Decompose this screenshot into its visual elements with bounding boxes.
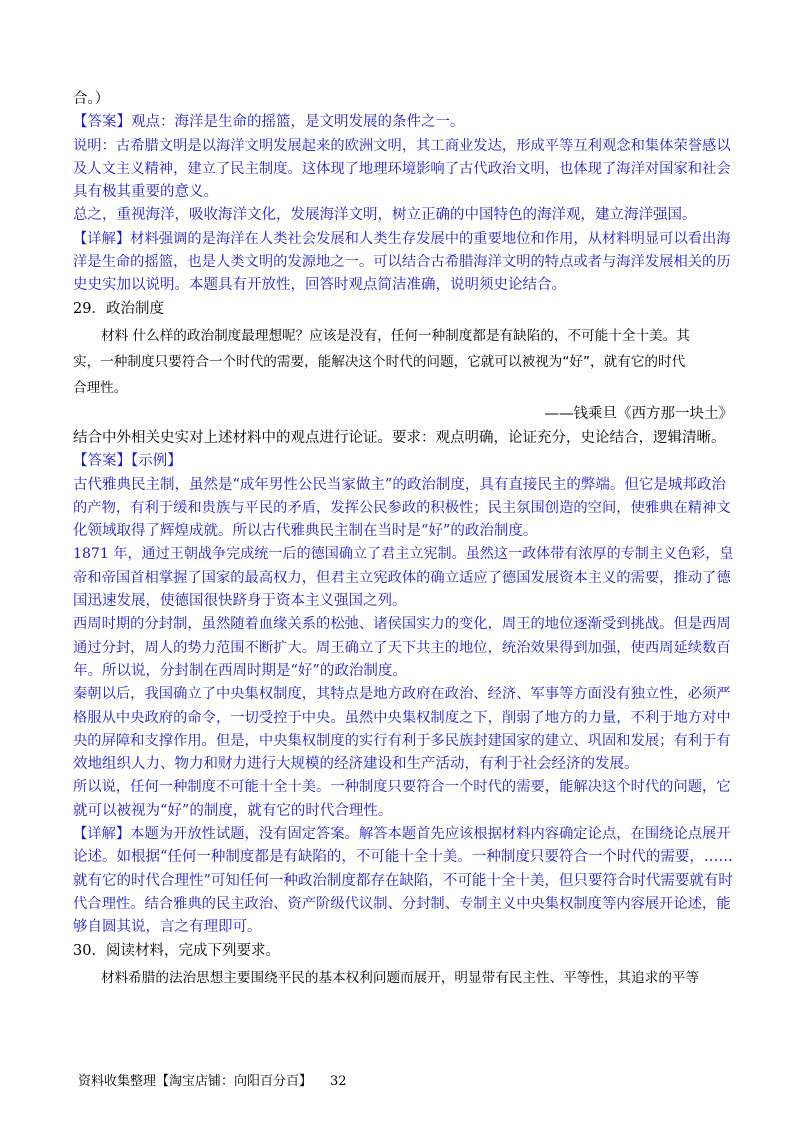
answer-line: 就可以被视为“好”的制度，就有它的时代合理性。	[73, 802, 393, 819]
answer-line: 的产物，有利于缓和贵族与平民的矛盾，发挥公民参政的积极性；民主氛围创造的空间，使雅典在精神文	[73, 499, 731, 516]
answer-line: 秦朝以后，我国确立了中央集权制度，其特点是地方政府在政治、经济、军事等方面没有独立性，必须严	[73, 686, 731, 703]
material-line: 实，一种制度只要符合一个时代的需要，能解决这个时代的问题，它就可以被视为“好”，就有它的时代	[73, 353, 686, 370]
explanation-line: 【详解】材料强调的是海洋在人类社会发展和人类生存发展中的重要地位和作用，从材料明显可以看出海	[73, 230, 731, 247]
question-title: 30．阅读材料，完成下列要求。	[73, 942, 280, 959]
question-title: 29．政治制度	[73, 300, 164, 317]
answer-line: 1871 年，通过王朝战争完成统一后的德国确立了君主立宪制。虽然这一政体带有浓厚的专制主义色彩，皇	[73, 546, 734, 563]
explanation-line: 代合理性。结合雅典的民主政治、资产阶级代议制、分封制、专制主义中央集权制度等内容展开论述，能	[73, 895, 731, 912]
explanation-line: 史史实加以说明。本题具有开放性，回答时观点简洁准确，说明须史论结合。	[73, 277, 566, 294]
material-line: 材料希腊的法治思想主要围绕平民的基本权利问题而展开，明显带有民主性、平等性，其追求的平等	[101, 969, 700, 986]
answer-line: 国迅速发展，使德国很快跻身于资本主义强国之列。	[73, 593, 407, 610]
answer-line: 西周时期的分封制，虽然随着血缘关系的松弛、诸侯国实力的变化，周王的地位逐渐受到挑战。但是西周	[73, 616, 731, 633]
document-page	[73, 88, 733, 991]
answer-line: 效地组织人力、物力和财力进行大规模的经济建设和生产活动，有利于社会经济的发展。	[73, 756, 639, 773]
answer-line: 化领域取得了辉煌成就。所以古代雅典民主制在当时是“好”的政治制度。	[73, 523, 538, 540]
page-number: 32	[330, 1074, 347, 1089]
answer-heading: 【答案】观点：海洋是生命的摇篮，是文明发展的条件之一。	[73, 114, 465, 131]
explanation-line: 【详解】本题为开放性试题，没有固定答案。解答本题首先应该根据材料内容确定论点，在围绕论点展开	[73, 826, 731, 843]
explanation-line: 洋是生命的摇篮，也是人类文明的发源地之一。可以结合古希腊海洋文明的特点或者与海洋发展相关的历	[73, 254, 731, 271]
question-requirement: 结合中外相关史实对上述材料中的观点进行论证。要求：观点明确，论证充分，史论结合，逻辑清晰。	[73, 429, 726, 446]
footer-source: 资料收集整理【淘宝店铺：向阳百分百】	[78, 1074, 313, 1089]
answer-line: 通过分封，周人的势力范围不断扩大。周王确立了天下共主的地位，统治效果得到加强，使西周延续数百	[73, 639, 731, 656]
answer-line: 央的屏障和支撑作用。但是，中央集权制度的实行有利于多民族封建国家的建立、巩固和发展；有利于有	[73, 732, 731, 749]
answer-line: 所以说，任何一种制度不可能十全十美。一种制度只要符合一个时代的需要，能解决这个时代的问题，它	[73, 779, 731, 796]
answer-line: 古代雅典民主制，虽然是“成年男性公民当家做主”的政治制度，具有直接民主的弊端。但它是城邦政治	[73, 476, 726, 493]
explanation-line: 够自圆其说，言之有理即可。	[73, 919, 262, 936]
explanation-line: 就有它的时代合理性”可知任何一种政治制度都存在缺陷，不可能十全十美，但只要符合时代需要就有时	[73, 872, 733, 889]
page-footer	[78, 1070, 347, 1089]
answer-line: 总之，重视海洋，吸收海洋文化，发展海洋文明，树立正确的中国特色的海洋观，建立海洋强国。	[73, 207, 697, 224]
answer-line: 年。所以说，分封制在西周时期是“好”的政治制度。	[73, 662, 407, 679]
answer-line: 说明：古希腊文明是以海洋文明发展起来的欧洲文明，其工商业发达，形成平等互利观念和集体荣誉感以	[73, 137, 731, 154]
material-line: 材料 什么样的政治制度最理想呢？应该是没有，任何一种制度都是有缺陷的，不可能十全十美。其	[101, 327, 690, 344]
answer-line: 格服从中央政府的命令，一切受控于中央。虽然中央集权制度之下，削弱了地方的力量，不利于地方对中	[73, 709, 731, 726]
text-line: 合。）	[73, 91, 110, 107]
material-line: 合理性。	[73, 379, 128, 396]
answer-line: 帝和帝国首相掌握了国家的最高权力，但君主立宪政体的确立适应了德国发展资本主义的需要，推动了德	[73, 569, 731, 586]
material-source: ——钱乘旦《西方那一块土》	[544, 405, 733, 422]
explanation-line: 论述。如根据“任何一种制度都是有缺陷的，不可能十全十美。一种制度只要符合一个时代的需要，……	[73, 849, 733, 866]
answer-heading: 【答案】【示例】	[73, 453, 182, 470]
answer-line: 具有极其重要的意义。	[73, 184, 218, 201]
answer-line: 及人文主义精神，建立了民主制度。这体现了地理环境影响了古代政治文明，也体现了海洋对国家和社会	[73, 160, 731, 177]
